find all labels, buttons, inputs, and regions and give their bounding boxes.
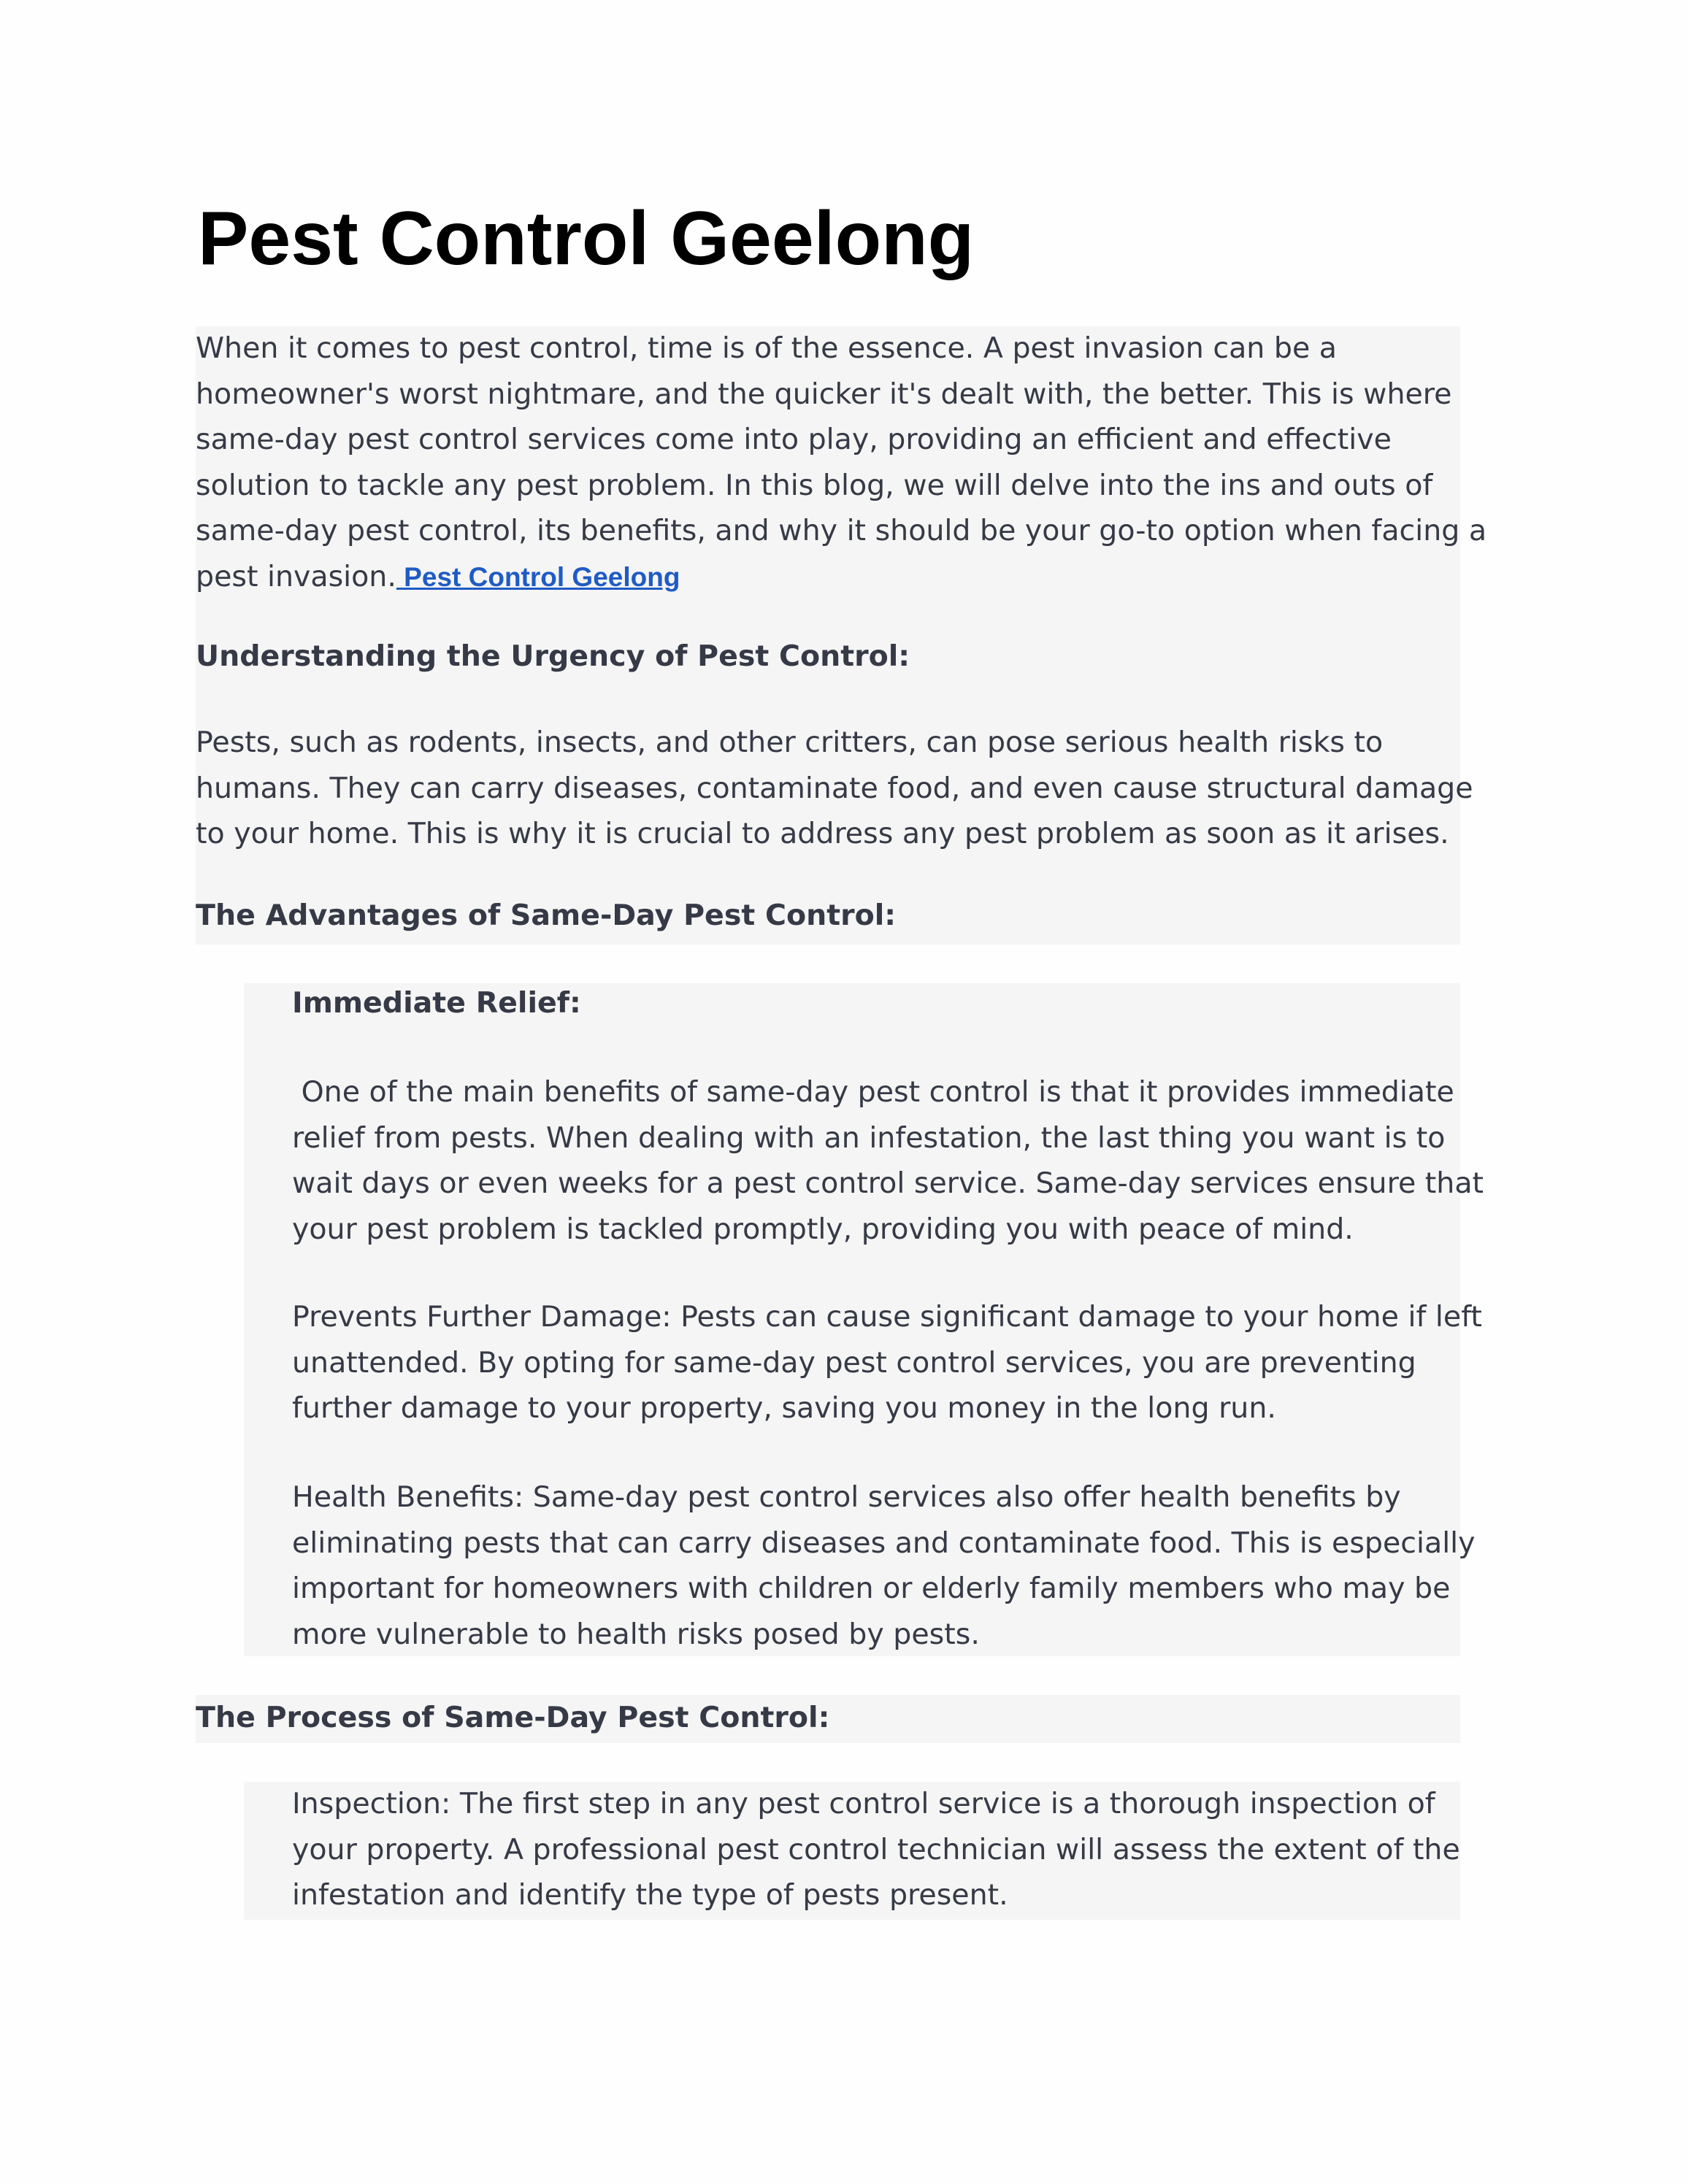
intro-text: When it comes to pest control, time is of the essence. A pest invasion can be a homeowner's worst nightmare, and the quicker it's dealt with, the better. This is where same-day pest control services come into play, providing an efficient and effective solution to tackle any pest problem. In this blog, we will delve into the ins and outs of same-day pest control, its benefits, and why it should be your go-to option when facing a pest invasion. [196,331,1487,593]
process-heading: The Process of Same-Day Pest Control: [196,1701,830,1734]
advantages-heading: The Advantages of Same-Day Pest Control: [196,899,897,932]
pest-control-geelong-link[interactable]: Pest Control Geelong [396,561,680,592]
inspection-paragraph: Inspection: The first step in any pest control service is a thorough inspection of your property. A professional pest control technician will assess the extent of the infestation and identify the type of pests present. [292,1787,1460,1912]
immediate-relief-paragraph: One of the main benefits of same-day pest control is that it provides immediate relief from pests. When dealing with an infestation, the last thing you want is to wait days or even weeks for a pest control service. Same-day services ensure that your pest problem is tackled promptly, providing you with peace of mind. [292,1075,1493,1246]
urgency-paragraph: Pests, such as rodents, insects, and other critters, can pose serious health risks to humans. They can carry diseases, contaminate food, and even cause structural damage to your home. This is why it is crucial to address any pest problem as soon as it arises. [196,726,1473,850]
prevents-damage-paragraph: Prevents Further Damage: Pests can cause significant damage to your home if left unattended. By opting for same-day pest control services, you are preventing further damage to your property, saving you money in the long run. [292,1300,1482,1425]
page-title: Pest Control Geelong [198,196,975,281]
urgency-heading: Understanding the Urgency of Pest Control: [196,639,910,673]
immediate-relief-title: Immediate Relief: [292,986,581,1020]
health-benefits-paragraph: Health Benefits: Same-day pest control services also offer health benefits by eliminating pests that can carry diseases and contaminate food. This is especially important for homeowners with children or elderly family members who may be more vulnerable to health risks posed by pests. [292,1480,1476,1651]
intro-paragraph [196,326,1510,600]
